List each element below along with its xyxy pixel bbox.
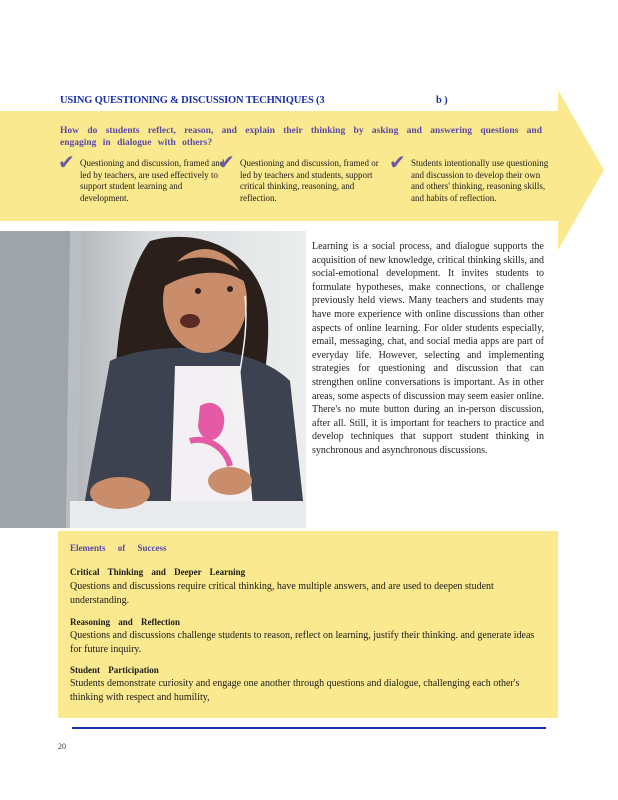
checkmark-icon: ✔ [389, 150, 406, 174]
success-item-body: Questions and discussions challenge students to reason, reflect on learning, justify their thinking. and generate ideas for future inquiry. [70, 630, 535, 655]
criterion-3-text: Students intentionally use questioning and discussion to develop their own and others' thinking, reasoning skills, and habits of reflection. [411, 158, 549, 203]
criterion-2 [218, 150, 380, 204]
body-paragraph: Learning is a social process, and dialogue supports the acquisition of new knowledge, critical thinking skills, and social-emotional development. It invites students to formulate hypotheses, make connections, or challenge previously held views. Many teachers and students may have more experience with online discussions than other aspects of online learning. For older students especially, email, messaging, chat, and social media apps are part of everyday life. However, selecting and implementing strategies for questioning and discussion that can strengthen online conversations is important. As in other areas, some aspects of discussion may seem easier online. There's no mute button during an in-person discussion, after all. Still, it is important for teachers to practice and develop techniques that support student thinking in synchronous and asynchronous discussions. [312, 241, 544, 456]
criterion-1-text: Questioning and discussion, framed and led by teachers, are used effectively to support student learning and development. [80, 158, 225, 203]
student-laptop-photo [0, 231, 306, 528]
guiding-question: How do students reflect, reason, and explain their thinking by asking and answering questions and engaging in dialogue with others? [60, 126, 542, 148]
section-heading-text: USING QUESTIONING & DISCUSSION TECHNIQUES (3 [60, 95, 325, 106]
success-item-title: Student Participation [70, 665, 159, 675]
success-item-body: Questions and discussions require critical thinking, have multiple answers, and are used to deepen student understanding. [70, 581, 494, 606]
elements-of-success-title: Elements of Success [70, 543, 167, 553]
criterion-1 [58, 150, 230, 204]
elements-of-success-box [58, 531, 558, 718]
checkmark-icon: ✔ [58, 150, 75, 174]
arrow-shape [558, 90, 604, 250]
photo-illustration [0, 231, 306, 528]
page-number: 20 [58, 742, 66, 751]
success-item-title: Critical Thinking and Deeper Learning [70, 567, 246, 577]
footer-rule [72, 727, 546, 729]
success-item-body: Students demonstrate curiosity and engage one another through questions and dialogue, challenging each other's thinking with respect and humility, [70, 678, 520, 703]
criterion-2-text: Questioning and discussion, framed or led by teachers and students, support critical thinking, reasoning, and reflection. [240, 158, 379, 203]
section-heading [60, 95, 460, 106]
criterion-3 [389, 150, 551, 204]
success-item-title: Reasoning and Reflection [70, 617, 181, 627]
section-heading-tail: b ) [436, 95, 448, 106]
checkmark-icon: ✔ [218, 150, 235, 174]
